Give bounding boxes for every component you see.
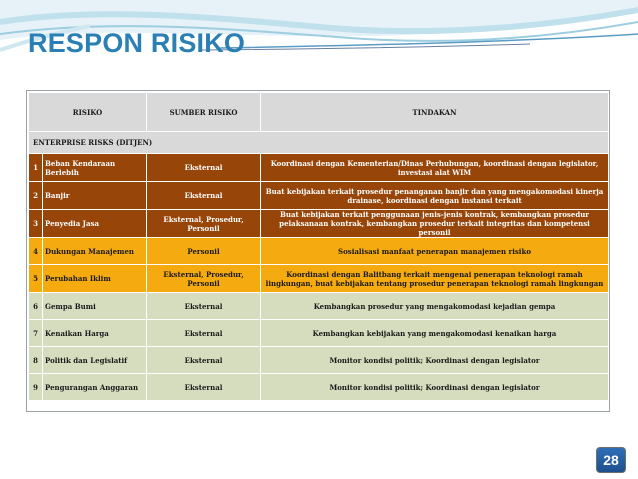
- row-number: 2: [29, 182, 43, 210]
- risk-source: Eksternal: [147, 374, 261, 401]
- header-risiko: RISIKO: [29, 93, 147, 132]
- slide-number-badge: 28: [596, 447, 626, 473]
- risk-name: Gempa Bumi: [43, 293, 147, 320]
- risk-action: Kembangkan kebijakan yang mengakomodasi kenaikan harga: [261, 320, 609, 347]
- risk-name: Beban Kendaraan Berlebih: [43, 154, 147, 182]
- table-row: [29, 320, 609, 347]
- risk-action: Monitor kondisi politik; Koordinasi dengan legislator: [261, 347, 609, 374]
- risk-action: Koordinasi dengan Kementerian/Dinas Perhubungan, koordinasi dengan legislator, investasi alat WIM: [261, 154, 609, 182]
- risk-source: Eksternal: [147, 293, 261, 320]
- table-row: [29, 238, 609, 265]
- table-row: [29, 265, 609, 293]
- header-tindakan: TINDAKAN: [261, 93, 609, 132]
- risk-action: Koordinasi dengan Balitbang terkait mengenai penerapan teknologi ramah lingkungan, buat kebijakan tentang prosedur penerapan teknologi ramah lingkungan: [261, 265, 609, 293]
- table-row: [29, 154, 609, 182]
- risk-name: Penyedia Jasa: [43, 210, 147, 238]
- risk-source: Eksternal, Prosedur, Personil: [147, 210, 261, 238]
- table-header-row: [29, 93, 609, 132]
- risk-source: Eksternal: [147, 347, 261, 374]
- table-row: [29, 374, 609, 401]
- table-row: [29, 182, 609, 210]
- row-number: 8: [29, 347, 43, 374]
- table-row: [29, 347, 609, 374]
- risk-source: Personil: [147, 238, 261, 265]
- header-sumber-risiko: SUMBER RISIKO: [147, 93, 261, 132]
- row-number: 6: [29, 293, 43, 320]
- section-label: ENTERPRISE RISKS (DITJEN): [29, 132, 609, 154]
- row-number: 3: [29, 210, 43, 238]
- risk-name: Kenaikan Harga: [43, 320, 147, 347]
- row-number: 4: [29, 238, 43, 265]
- section-row: [29, 132, 609, 154]
- row-number: 9: [29, 374, 43, 401]
- risk-name: Politik dan Legislatif: [43, 347, 147, 374]
- risk-name: Banjir: [43, 182, 147, 210]
- risk-name: Perubahan Iklim: [43, 265, 147, 293]
- risk-name: Dukungan Manajemen: [43, 238, 147, 265]
- table-row: [29, 293, 609, 320]
- table-row: [29, 210, 609, 238]
- risk-action: Buat kebijakan terkait penggunaan jenis-jenis kontrak, kembangkan prosedur pelaksanaan kontrak, kembangkan prosedur terkait integritas dan kompetensi personil: [261, 210, 609, 238]
- row-number: 7: [29, 320, 43, 347]
- risk-source: Eksternal, Prosedur, Personil: [147, 265, 261, 293]
- row-number: 1: [29, 154, 43, 182]
- risk-action: Sosialisasi manfaat penerapan manajemen risiko: [261, 238, 609, 265]
- risk-name: Pengurangan Anggaran: [43, 374, 147, 401]
- risk-source: Eksternal: [147, 320, 261, 347]
- risk-response-table: [26, 90, 610, 412]
- slide-title: RESPON RISIKO: [28, 28, 246, 58]
- risk-source: Eksternal: [147, 154, 261, 182]
- risk-action: Buat kebijakan terkait prosedur penanganan banjir dan yang mengakomodasi kinerja drainase, koordinasi dengan instansi terkait: [261, 182, 609, 210]
- risk-source: Eksternal: [147, 182, 261, 210]
- risk-action: Monitor kondisi politik; Koordinasi dengan legislator: [261, 374, 609, 401]
- row-number: 5: [29, 265, 43, 293]
- risk-action: Kembangkan prosedur yang mengakomodasi kejadian gempa: [261, 293, 609, 320]
